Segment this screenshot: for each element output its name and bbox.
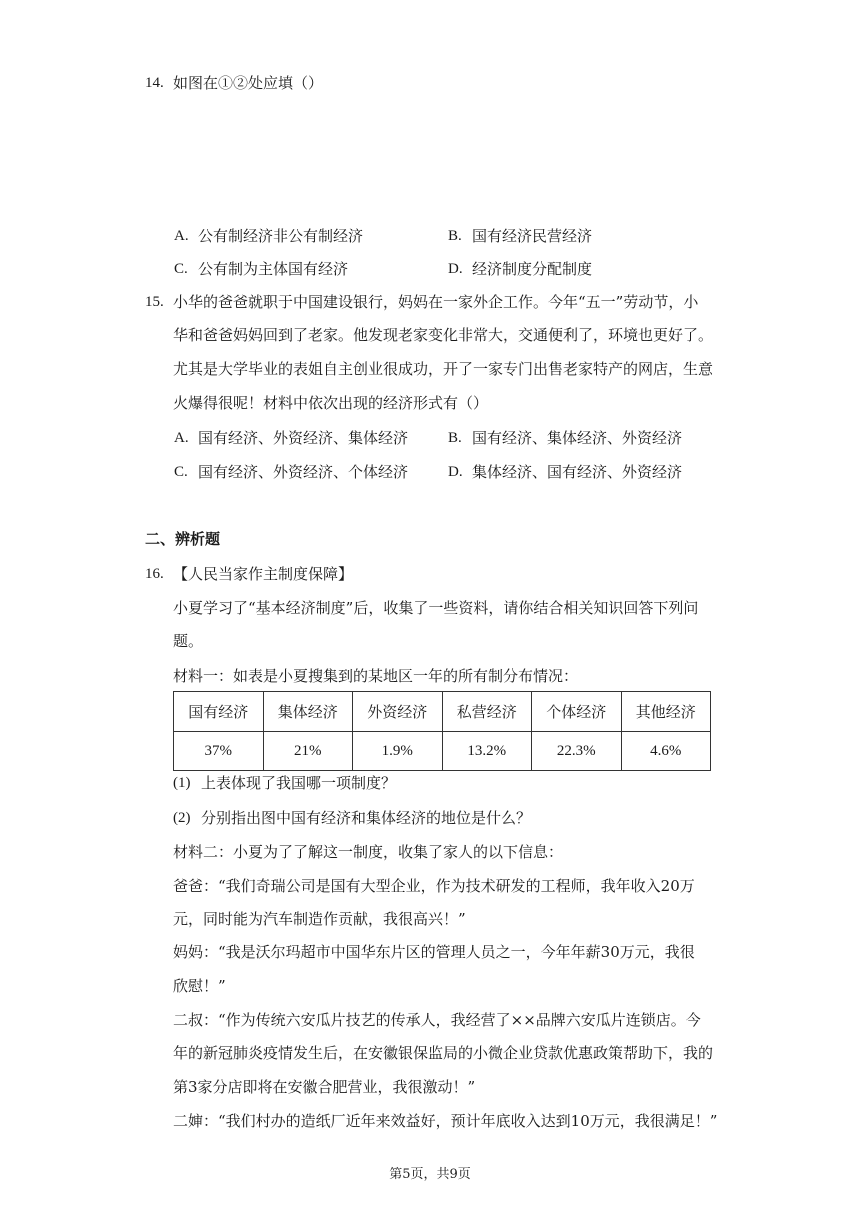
q15-line-2: 华和爸爸妈妈回到了老家。他发现老家变化非常大，交通便利了，环境也更好了。 (173, 326, 714, 344)
quote-line-2: 元，同时能为汽车制造作贡献，我很高兴！” (173, 910, 466, 928)
quote-line-3: 妈妈：“我是沃尔玛超市中国华东片区的管理人员之一，今年年薪30万元，我很 (173, 943, 695, 961)
table-cell: 22.3% (532, 732, 622, 771)
q16-heading: 【人民当家作主制度保障】 (173, 565, 354, 583)
q14-option-c-letter: C. (174, 261, 188, 277)
q15-line-4: 火爆得很呢！材料中依次出现的经济形式有（） (173, 394, 489, 412)
sub-question-1-text: 上表体现了我国哪一项制度？ (201, 774, 397, 792)
q14-option-c-text: 公有制为主体国有经济 (198, 260, 349, 278)
q15-option-d-letter: D. (448, 464, 463, 480)
table-row (174, 732, 711, 771)
q14-option-a-text: 公有制经济非公有制经济 (198, 227, 364, 245)
q15-option-c-text: 国有经济、外资经济、个体经济 (198, 463, 409, 481)
sub-question-1-label: (1) (173, 775, 191, 791)
table-cell: 1.9% (353, 732, 443, 771)
q14-stem: 如图在①②处应填（） (173, 74, 324, 92)
sub-question-2-text: 分别指出图中国有经济和集体经济的地位是什么？ (201, 809, 532, 827)
table-header-cell: 国有经济 (174, 692, 264, 732)
q15-option-d-text: 集体经济、国有经济、外资经济 (472, 463, 683, 481)
q16-intro-line-1: 小夏学习了“基本经济制度”后，收集了一些资料，请你结合相关知识回答下列问 (173, 599, 699, 617)
q14-option-d-text: 经济制度分配制度 (472, 260, 593, 278)
q15-number: 15. (145, 294, 164, 310)
quote-line-5: 二叔：“作为传统六安瓜片技艺的传承人，我经营了××品牌六安瓜片连锁店。今 (173, 1011, 701, 1029)
quote-line-8: 二婶：“我们村办的造纸厂近年来效益好，预计年底收入达到10万元，我很满足！” (173, 1112, 718, 1130)
table-header-cell: 私营经济 (442, 692, 532, 732)
q15-line-1: 小华的爸爸就职于中国建设银行，妈妈在一家外企工作。今年“五一”劳动节，小 (173, 293, 699, 311)
sub-question-2-label: (2) (173, 810, 191, 826)
q15-option-b-letter: B. (448, 430, 462, 446)
q15-option-a-letter: A. (174, 430, 189, 446)
quote-line-4: 欣慰！” (173, 977, 226, 995)
table-header-cell: 集体经济 (263, 692, 353, 732)
q15-option-a-text: 国有经济、外资经济、集体经济 (198, 429, 409, 447)
table-cell: 13.2% (442, 732, 532, 771)
q14-option-b-letter: B. (448, 228, 462, 244)
q14-option-a-letter: A. (174, 228, 189, 244)
q16-number: 16. (145, 566, 164, 582)
table-header-row (174, 692, 711, 732)
q16-material-2: 材料二：小夏为了了解这一制度，收集了家人的以下信息： (173, 843, 564, 861)
quote-line-6: 年的新冠肺炎疫情发生后，在安徽银保监局的小微企业贷款优惠政策帮助下，我的 (173, 1044, 714, 1062)
page-number-footer: 第5页，共9页 (389, 1167, 471, 1182)
table-header-cell: 其他经济 (621, 692, 711, 732)
q14-option-b-text: 国有经济民营经济 (472, 227, 593, 245)
quote-line-7: 第3家分店即将在安徽合肥营业，我很激动！” (173, 1078, 476, 1096)
q16-intro-line-2: 题。 (173, 632, 204, 650)
quote-line-1: 爸爸：“我们奇瑞公司是国有大型企业，作为技术研发的工程师，我年收入20万 (173, 877, 695, 895)
q15-option-b-text: 国有经济、集体经济、外资经济 (472, 429, 683, 447)
ownership-distribution-table (173, 691, 711, 771)
q14-number: 14. (145, 75, 164, 91)
table-cell: 21% (263, 732, 353, 771)
table-header-cell: 个体经济 (532, 692, 622, 732)
q15-option-c-letter: C. (174, 464, 188, 480)
q15-line-3: 尤其是大学毕业的表姐自主创业很成功，开了一家专门出售老家特产的网店，生意 (173, 360, 714, 378)
q14-option-d-letter: D. (448, 261, 463, 277)
table-cell: 4.6% (621, 732, 711, 771)
table-cell: 37% (174, 732, 264, 771)
section-2-title: 二、辨析题 (145, 530, 221, 548)
q16-material-1: 材料一：如表是小夏搜集到的某地区一年的所有制分布情况： (173, 667, 579, 685)
table-header-cell: 外资经济 (353, 692, 443, 732)
